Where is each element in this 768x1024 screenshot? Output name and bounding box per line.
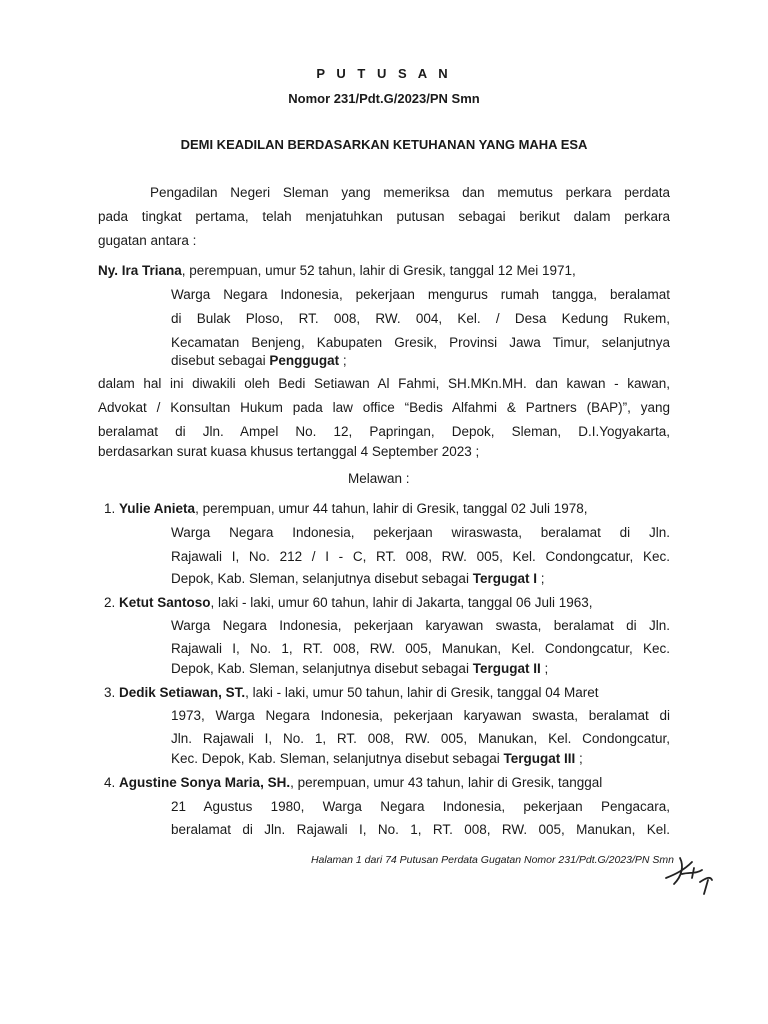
representation-line: dalam hal ini diwakili oleh Bedi Setiawan Al Fahmi, SH.MKn.MH. dan kawan - kawan, xyxy=(98,376,670,391)
plaintiff-line: Warga Negara Indonesia, pekerjaan mengurus rumah tangga, beralamat xyxy=(171,287,670,302)
intro-line: gugatan antara : xyxy=(98,233,197,248)
plaintiff-line: disebut sebagai Penggugat ; xyxy=(171,353,347,368)
defendant-line: 3. Dedik Setiawan, ST., laki - laki, umur 50 tahun, lahir di Gresik, tanggal 04 Maret xyxy=(104,685,599,700)
defendant-line: 1973, Warga Negara Indonesia, pekerjaan karyawan swasta, beralamat di xyxy=(171,708,670,723)
defendant-line: 2. Ketut Santoso, laki - laki, umur 60 tahun, lahir di Jakarta, tanggal 06 Juli 1963, xyxy=(104,595,593,610)
defendant-name: Agustine Sonya Maria, SH. xyxy=(119,775,291,790)
defendant-line: 1. Yulie Anieta, perempuan, umur 44 tahun, lahir di Gresik, tanggal 02 Juli 1978, xyxy=(104,501,588,516)
defendant-name: Dedik Setiawan, ST. xyxy=(119,685,246,700)
signature-initials-icon xyxy=(662,852,718,896)
decree-heading: DEMI KEADILAN BERDASARKAN KETUHANAN YANG MAHA ESA xyxy=(180,137,588,152)
plaintiff-name: Ny. Ira Triana xyxy=(98,263,182,278)
defendant-name: Ketut Santoso xyxy=(119,595,211,610)
intro-line: pada tingkat pertama, telah menjatuhkan putusan sebagai berikut dalam perkara xyxy=(98,209,670,224)
defendant-line: Jln. Rajawali I, No. 1, RT. 008, RW. 005, Manukan, Kel. Condongcatur, xyxy=(171,731,670,746)
defendant-line: Rajawali I, No. 212 / I - C, RT. 008, RW. 005, Kel. Condongcatur, Kec. xyxy=(171,549,670,564)
versus-label: Melawan : xyxy=(348,471,410,486)
case-number: Nomor 231/Pdt.G/2023/PN Smn xyxy=(288,91,480,106)
defendant-line: Kec. Depok, Kab. Sleman, selanjutnya disebut sebagai Tergugat III ; xyxy=(171,751,583,766)
representation-line: berdasarkan surat kuasa khusus tertanggal 4 September 2023 ; xyxy=(98,444,480,459)
defendant-line: beralamat di Jln. Rajawali I, No. 1, RT. 008, RW. 005, Manukan, Kel. xyxy=(171,822,670,837)
plaintiff-line: Kecamatan Benjeng, Kabupaten Gresik, Provinsi Jawa Timur, selanjutnya xyxy=(171,335,670,350)
defendant-role: Tergugat III xyxy=(503,751,576,766)
defendant-line: Rajawali I, No. 1, RT. 008, RW. 005, Manukan, Kel. Condongcatur, Kec. xyxy=(171,641,670,656)
defendant-line: Depok, Kab. Sleman, selanjutnya disebut sebagai Tergugat II ; xyxy=(171,661,549,676)
defendant-name: Yulie Anieta xyxy=(119,501,196,516)
page-footer: Halaman 1 dari 74 Putusan Perdata Gugatan Nomor 231/Pdt.G/2023/PN Smn xyxy=(310,854,674,866)
plaintiff-role: Penggugat xyxy=(269,353,340,368)
representation-line: beralamat di Jln. Ampel No. 12, Papringan, Depok, Sleman, D.I.Yogyakarta, xyxy=(98,424,670,439)
representation-line: Advokat / Konsultan Hukum pada law office “Bedis Alfahmi & Partners (BAP)”, yang xyxy=(98,400,670,415)
plaintiff-line: Ny. Ira Triana, perempuan, umur 52 tahun, lahir di Gresik, tanggal 12 Mei 1971, xyxy=(98,263,576,278)
defendant-line: 21 Agustus 1980, Warga Negara Indonesia, pekerjaan Pengacara, xyxy=(171,799,670,814)
document-title: P U T U S A N xyxy=(316,66,452,81)
defendant-line: Warga Negara Indonesia, pekerjaan karyawan swasta, beralamat di Jln. xyxy=(171,618,670,633)
defendant-role: Tergugat I xyxy=(472,571,537,586)
defendant-line: Warga Negara Indonesia, pekerjaan wiraswasta, beralamat di Jln. xyxy=(171,525,670,540)
defendant-role: Tergugat II xyxy=(472,661,541,676)
intro-line: Pengadilan Negeri Sleman yang memeriksa dan memutus perkara perdata xyxy=(150,185,670,200)
plaintiff-line: di Bulak Ploso, RT. 008, RW. 004, Kel. / Desa Kedung Rukem, xyxy=(171,311,670,326)
defendant-line: Depok, Kab. Sleman, selanjutnya disebut sebagai Tergugat I ; xyxy=(171,571,545,586)
defendant-line: 4. Agustine Sonya Maria, SH., perempuan, umur 43 tahun, lahir di Gresik, tanggal xyxy=(104,775,603,790)
